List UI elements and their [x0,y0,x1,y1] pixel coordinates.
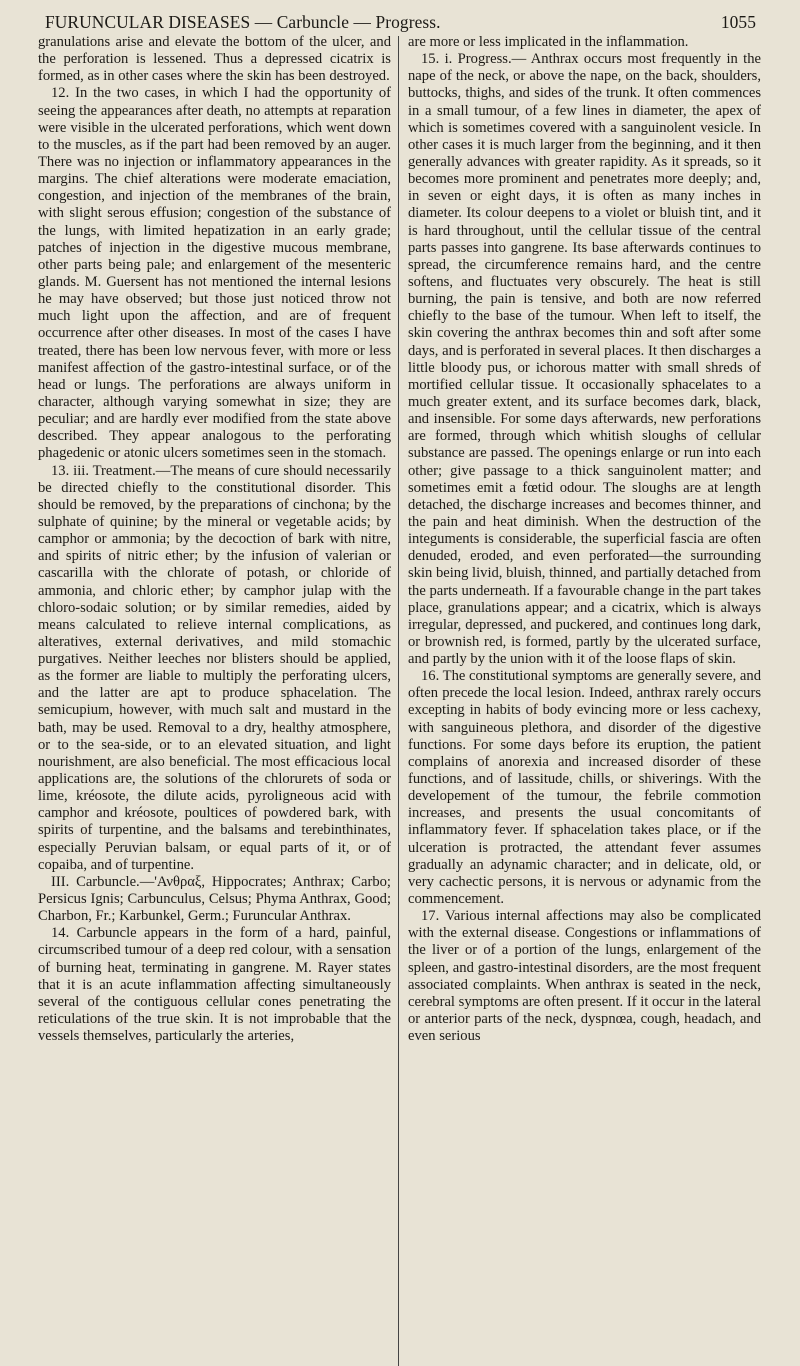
paragraph: granulations arise and elevate the bottom of the ulcer, and the perforation is lessened. Thus a depressed cicatrix is formed, as in other cases where the skin has been destroyed. [38,34,391,85]
left-column [38,34,391,1045]
paragraph: 12. In the two cases, in which I had the opportunity of seeing the appearances after death, no attempts at reparation were visible in the ulcerated perforations, which went down to the muscles, as if the part had been removed by an auger. There was no injection or inflammatory appearances in the margins. The chief alterations were moderate emaciation, congestion, and injection of the membranes of the brain, with slight serous effusion; congestion of the substance of the lungs, with limited hepatization in an early grade; patches of injection in the digestive mucous membrane, other parts being pale; and enlargement of the mesenteric glands. M. Guersent has not mentioned the internal lesions he may have observed; but those just noticed throw not much light upon the affection, and are of frequent occurrence after other diseases. In most of the cases I have treated, there has been low nervous fever, with more or less manifest affection of the gastro-intestinal surface, or of the head or lungs. The perforations are always uniform in character, although varying somewhat in size; they are peculiar; and are hardly ever modified from the state above described. They appear analogous to the perforating phagedenic or atonic ulcers sometimes seen in the stomach. [38,85,391,462]
paragraph: are more or less implicated in the inflammation. [408,34,689,50]
right-column [408,34,761,1045]
paragraph: 14. Carbuncle appears in the form of a hard, painful, circumscribed tumour of a deep red colour, with a sensation of burning heat, terminating in gangrene. M. Rayer states that it is an acute inflammation affecting simultaneously several of the contiguous cellular cones penetrating the reticulations of the true skin. It is not improbable that the vessels themselves, particularly the arteries, [38,925,391,1045]
paragraph: 17. Various internal affections may also be complicated with the external disease. Congestions or inflammations of the liver or of a portion of the lungs, enlargement of the spleen, and gastro-intestinal disorders, are the most frequent associated complaints. When anthrax is seated in the neck, cerebral symptoms are often present. If it occur in the lateral or anterior parts of the neck, dyspnœa, cough, headach, and even serious [408,908,761,1045]
paragraph: 15. i. Progress.— Anthrax occurs most frequently in the nape of the neck, or above the nape, on the back, shoulders, buttocks, thighs, and sides of the trunk. It often commences in a small tumour, of a few lines in diameter, the apex of which is sometimes covered with a sanguinolent vesicle. In other cases it is much larger from the beginning, and it then generally advances with greater rapidity. As it spreads, so it becomes more prominent and penetrates more deeply; and, in seven or eight days, it is often as many inches in diameter. Its colour deepens to a violet or bluish tint, and it is hard throughout, until the cellular tissue of the central parts passes into gangrene. Its base afterwards continues to spread, the circumference remains hard, and the centre softens, and fluctuates very obscurely. The heat is still burning, the pain is tensive, and both are now referred chiefly to the base of the tumour. When left to itself, the skin covering the anthrax becomes thin and soft after some days, and is perforated in several places. It then discharges a little bloody pus, or ichorous matter with small shreds of mortified cellular tissue. It occasionally sphacelates to a much greater extent, and its surface becomes dark, black, and insensible. For some days afterwards, new perforations are formed, through which whitish sloughs of cellular substance are passed. The openings enlarge or run into each other; give passage to a thick sanguinolent matter; and sometimes emit a fœtid odour. The sloughs are at length detached, the discharge increases and becomes thinner, and the pain and heat diminish. When the destruction of the integuments is considerable, the superficial fascia are often denuded, eroded, and even perforated—the surrounding skin being livid, bluish, thinned, and partially detached from the parts underneath. If a favourable change in the part takes place, granulations appear; and a cicatrix, which is always irregular, depressed, and puckered, and continues long dark, or brownish red, is formed, partly by the ulcerated surface, and partly by the union with it of the loose flaps of skin. [408,51,762,668]
paragraph: III. Carbuncle.—'Ανθραξ, Hippocrates; Anthrax; Carbo; Persicus Ignis; Carbunculus, Celsus; Phyma Anthrax, Good; Charbon, Fr.; Karbunkel, Germ.; Furuncular Anthrax. [38,873,391,925]
paragraph: 16. The constitutional symptoms are generally severe, and often precede the local lesion. Indeed, anthrax rarely occurs excepting in habits of body evincing more or less cachexy, with sanguineous plethora, and disorder of the digestive functions. For some days before its eruption, the patient complains of anorexia and increased disorder of these functions, and of lassitude, chills, or shiverings. With the developement of the tumour, the febrile commotion increases, and presents the usual concomitants of inflammatory fever. If sphacelation takes place, or if the ulceration is protracted, the attendant fever assumes gradually an adynamic character; and in delicate, old, or very cachectic persons, it is nervous or adynamic from the commencement. [408,668,761,908]
page-number: 1055 [720,12,756,32]
column-divider [398,36,399,1366]
running-title: FURUNCULAR DISEASES — Carbuncle — Progress. [45,12,441,32]
paragraph: 13. iii. Treatment.—The means of cure should necessarily be directed chiefly to the constitutional disorder. This should be removed, by the preparations of cinchona; by the sulphate of quinine; by the mineral or vegetable acids; by camphor or ammonia; by the decoction of bark with nitre, and spirits of nitric ether; by the infusion of valerian or cascarilla with the chlorate of potash, or chloride of ammonia, and chloric ether; by camphor julap with the chloro-sodaic solution; or by similar remedies, aided by means calculated to relieve internal complications, as alteratives, external derivatives, and mild stomachic purgatives. Neither leeches nor blisters should be applied, as the former are liable to multiply the perforating ulcers, and the latter are apt to produce sphacelation. The semicupium, however, with much salt and mustard in the bath, may be used. Removal to a dry, healthy atmosphere, or to the sea-side, or to an elevated situation, and light nourishment, are also beneficial. The most efficacious local applications are, the solutions of the chlorurets of soda or lime, kréosote, the dilute acids, pyroligneous acid with camphor and kréosote, poultices of powdered bark, with spirits of turpentine, and the balsams and terebinthinates, especially Peruvian balsam, or equal parts of it, or of copaiba, and of turpentine. [38,462,391,873]
